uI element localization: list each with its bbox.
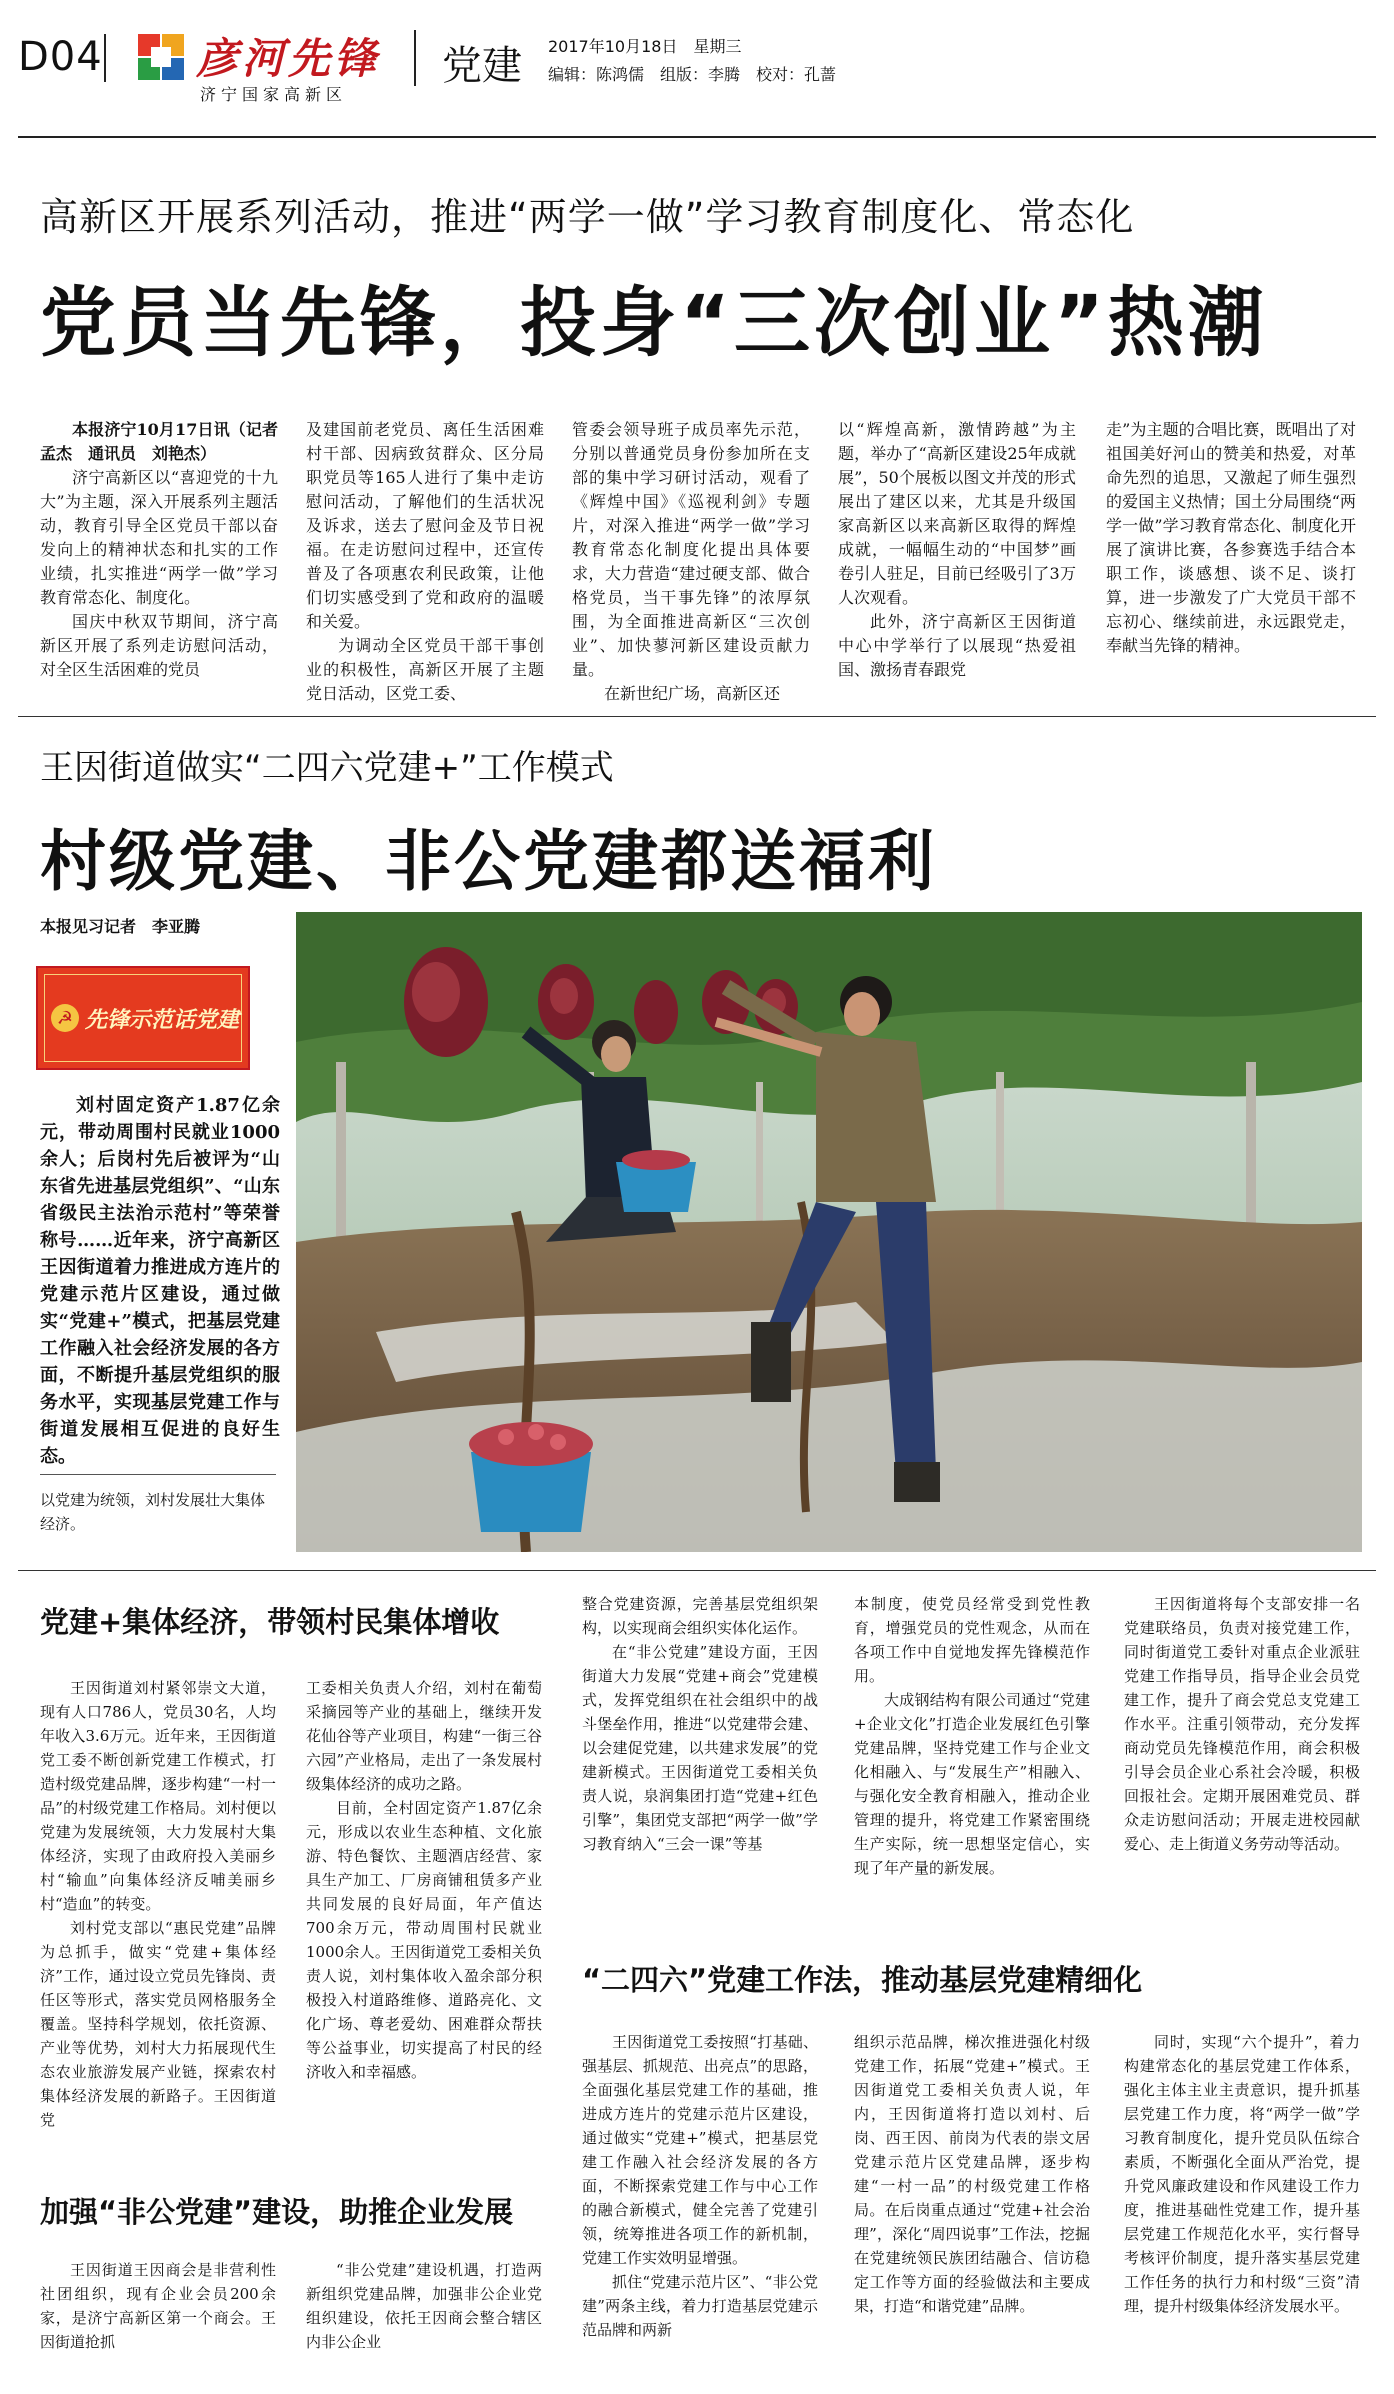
photo-caption: 以党建为统领，刘村发展壮大集体经济。 [40,1491,266,1533]
page-number: D04 [18,34,103,80]
sec2-col3: 整合党建资源，完善基层党组织架构，以实现商会组织实体化运作。 在“非公党建”建设方面，王因街道大力发展“党建+商会”党建模式，发挥党组织在社会组织中的战斗堡垒作用，推进“以党建带会建、以会建促党建，以共建求发展”的党建新模式。王因街道党工委相关负责人说，泉润集团打造“党建+红色引擎”，集团党支部把“两学一做”学习教育纳入“三会一课”等基 [582,1595,818,1853]
issue-date: 2017年10月18日 星期三 [548,37,742,56]
article1-lead: 本报济宁10月17日讯（记者 孟杰 通讯员 刘艳杰） [40,420,295,463]
article1-col1 [40,418,295,682]
paper-name: 彦河先锋 [196,34,381,83]
column-badge-label: 先锋示范话党建 [85,1006,240,1033]
paragraph: 济宁高新区以“喜迎党的十九大”为主题，深入开展系列主题活动，教育引导全区党员干部以奋发向上的精神状态和扎实的工作业绩，扎实推进“两学一做”学习教育常态化、制度化。 [40,468,278,607]
party-emblem-icon: ☭ [51,1004,79,1032]
article1-subtitle: 高新区开展系列活动，推进“两学一做”学习教育制度化、常态化 [40,195,1135,239]
header-divider [104,34,106,82]
paragraph: 为调动全区党员干部干事创业的积极性，高新区开展了主题党日活动，区党工委、 [306,636,544,703]
paper-logo-icon [134,30,188,84]
sec3-col2: 组织示范品牌，梯次推进强化村级党建工作，拓展“党建+”模式。王因街道党工委相关负责人说，年内，王因街道将打造以刘村、后岗、西王因、前岗为代表的崇文居党建示范片区党建品牌，逐步构建“一村一品”的村级党建工作格局。在后岗重点通过“党建+社会治理”，深化“周四说事”工作法，挖掘在党建统领民族团结融合、信访稳定工作等方面的经验做法和主要成果，打造“和谐党建”品牌。 [854,2033,1090,2315]
caption-rule [40,1474,276,1475]
article1-col4 [838,418,1076,682]
article1-title: 党员当先锋，投身“三次创业”热潮 [40,278,1268,367]
sec2-col2: “非公党建”建设机遇，打造两新组织党建品牌，加强非公企业党组织建设，依托王因商会整合辖区内非公企业 [306,2261,542,2351]
section-name: 党建 [442,43,522,89]
header-rule [18,136,1376,138]
sec2-heading: 加强“非公党建”建设，助推企业发展 [40,2195,514,2229]
section-rule [18,1570,1376,1571]
grape-harvest-photo [296,912,1362,1552]
article1-col3 [572,418,810,706]
sec3-col3: 同时，实现“六个提升”，着力构建常态化的基层党建工作体系，强化主体主业主责意识，提升抓基层党建工作力度，将“两学一做”学习教育制度化，提升党员队伍综合素质，不断强化全面从严治党，提升党风廉政建设和作风建设工作力度，推进基础性党建工作，提升基层党建工作规范化水平，实行督导考核评价制度，提升落实基层党建工作任务的执行力和村级“三资”清理，提升村级集体经济发展水平。 [1124,2033,1360,2315]
sec2-col4: 本制度，使党员经常受到党性教育，增强党员的党性观念，从而在各项工作中自觉地发挥先锋模范作用。 大成钢结构有限公司通过“党建+企业文化”打造企业发展红色引擎党建品牌，坚持党建工作与企业文化相融入、与“发展生产”相融入、与强化安全教育相融入，推动企业管理的提升，将党建工作紧密围绕生产实际，统一思想坚定信心，实现了年产量的新发展。 [854,1595,1090,1877]
sec1-heading: 党建+集体经济，带领村民集体增收 [40,1605,500,1639]
paragraph: 国庆中秋双节期间，济宁高新区开展了系列走访慰问活动，对全区生活困难的党员 [40,612,278,679]
article2-intro: 刘村固定资产1.87亿余元，带动周围村民就业1000余人；后岗村先后被评为“山东省先进基层党组织”、“山东省级民主法治示范村”等荣誉称号……近年来，济宁高新区王因街道着力推进成方连片的党建示范片区建设，通过做实“党建+”模式，把基层党建工作融入社会经济发展的各方面，不断提升基层党组织的服务水平，实现基层党建工作与街道发展相互促进的良好生态。 [40,1095,280,1467]
article1-col2 [306,418,544,706]
staff-line: 编辑：陈鸿儒 组版：李腾 校对：孔蔷 [548,65,837,84]
article2-subtitle: 王因街道做实“二四六党建+”工作模式 [40,748,614,788]
paragraph: 走”为主题的合唱比赛，既唱出了对祖国美好河山的赞美和热爱，对革命先烈的追思，又激起了师生强烈的爱国主义热情；国土分局围绕“两学一做”学习教育常态化、制度化开展了演讲比赛，各参赛选手结合本职工作，谈感想、谈不足、谈打算，进一步激发了广大党员干部不忘初心、继续前进，永远跟党走，奉献当先锋的精神。 [1106,420,1356,655]
header-divider [414,30,416,86]
paper-subtitle: 济宁国家高新区 [200,85,348,104]
article2-title: 村级党建、非公党建都送福利 [40,823,937,900]
paragraph: 以“辉煌高新，激情跨越”为主题，举办了“高新区建设25年成就展”，50个展板以图文并茂的形式展出了建区以来，尤其是升级国家高新区以来高新区取得的辉煌成就，一幅幅生动的“中国梦”画卷引人驻足，目前已经吸引了3万人次观看。 [838,420,1076,607]
sec3-col1: 王因街道党工委按照“打基础、强基层、抓规范、出亮点”的思路，全面强化基层党建工作的基础，推进成方连片的党建示范片区建设，通过做实“党建+”模式，把基层党建工作融入社会经济发展的各方面，不断探索党建工作与中心工作的融合新模式，健全完善了党建引领，统筹推进各项工作的新机制，党建工作实效明显增强。 抓住“党建示范片区”、“非公党建”两条主线，着力打造基层党建示范品牌和两新 [582,2033,818,2339]
sec1-col2: 工委相关负责人介绍，刘村在葡萄采摘园等产业的基础上，继续开发花仙谷等产业项目，构建“一街三谷六园”产业格局，走出了一条发展村级集体经济的成功之路。 目前，全村固定资产1.87亿余元，形成以农业生态种植、文化旅游、特色餐饮、主题酒店经营、家具生产加工、厂房商铺租赁多产业共同发展的良好局面，年产值达700余万元，带动周围村民就业1000余人。王因街道党工委相关负责人说，刘村集体收入盈余部分积极投入村道路维修、道路亮化、文化广场、尊老爱幼、困难群众帮扶等公益事业，切实提高了村民的经济收入和幸福感。 [306,1679,542,2081]
paragraph: 及建国前老党员、离任生活困难村干部、因病致贫群众、区分局职党员等165人进行了集中走访慰问活动，了解他们的生活状况及诉求，送去了慰问金及节日祝福。在走访慰问过程中，还宣传普及了各项惠农利民政策，让他们切实感受到了党和政府的温暖和关爱。 [306,420,544,631]
article1-col5 [1106,418,1356,658]
article2-byline: 本报见习记者 李亚腾 [40,917,201,936]
sec2-col5: 王因街道将每个支部安排一名党建联络员，负责对接党建工作，同时街道党工委针对重点企业派驻党建工作指导员，指导企业会员党建工作，提升了商会党总支党建工作水平。注重引领带动，充分发挥商动党员先锋模范作用，商会积极引导会员企业心系社会冷暖，积极回报社会。定期开展困难党员、群众走访慰问活动；开展走进校园献爱心、走上街道义务劳动等活动。 [1124,1595,1360,1853]
sec1-col1: 王因街道刘村紧邻崇文大道，现有人口786人，党员30名，人均年收入3.6万元。近年来，王因街道党工委不断创新党建工作模式，打造村级党建品牌，逐步构建“一村一品”的村级党建工作格局。刘村便以党建为发展统领，大力发展村大集体经济，实现了由政府投入美丽乡村“输血”向集体经济反哺美丽乡村“造血”的转变。 刘村党支部以“惠民党建”品牌为总抓手，做实“党建+集体经济”工作，通过设立党员先锋岗、责任区等形式，落实党员网格服务全覆盖。坚持科学规划，依托资源、产业等优势，刘村大力拓展现代生态农业旅游发展产业链，探索农村集体经济发展的新路子。王因街道党 [40,1679,276,2129]
paragraph: 此外，济宁高新区王因街道中心中学举行了以展现“热爱祖国、激扬青春跟党 [838,612,1076,679]
paragraph: 在新世纪广场，高新区还 [604,684,781,703]
section-rule [18,716,1376,717]
column-badge [36,966,250,1070]
sec2-col1: 王因街道王因商会是非营利性社团组织，现有企业会员200余家，是济宁高新区第一个商会。王因街道抢抓 [40,2261,276,2351]
sec3-heading: “二四六”党建工作法，推动基层党建精细化 [582,1963,1143,1997]
paragraph: 管委会领导班子成员率先示范，分别以普通党员身份参加所在支部的集中学习研讨活动，观看了《辉煌中国》《巡视利剑》专题片，对深入推进“两学一做”学习教育常态化制度化提出具体要求，大力营造“建过硬支部、做合格党员，当干事先锋”的浓厚氛围，为全面推进高新区“三次创业”、加快蓼河新区建设贡献力量。 [572,420,810,679]
